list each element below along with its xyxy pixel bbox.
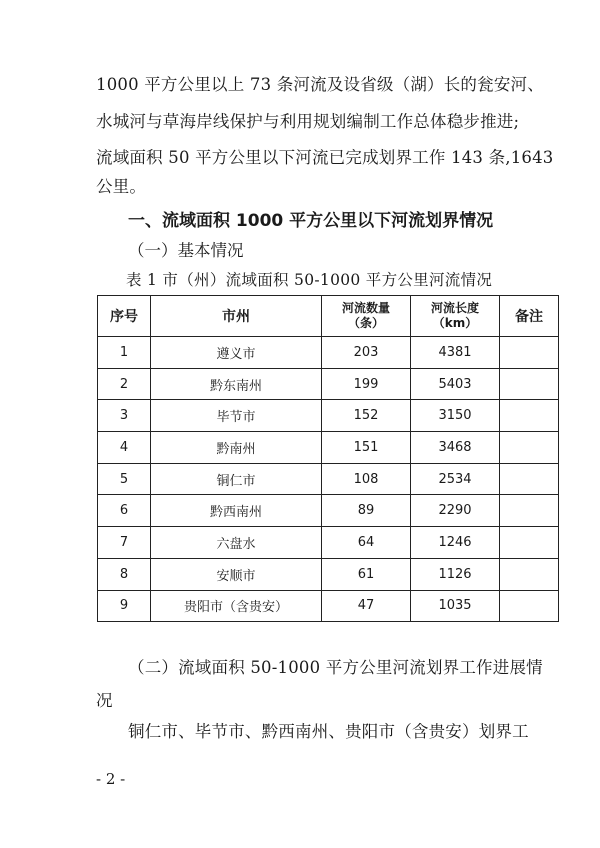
table-row xyxy=(98,463,559,495)
cell-count: 108 xyxy=(322,463,411,495)
cell-note xyxy=(500,432,559,464)
cell-city: 毕节市 xyxy=(151,400,322,432)
cell-length: 2534 xyxy=(411,463,500,495)
cell-note xyxy=(500,463,559,495)
subsection-1-title: （一）基本情况 xyxy=(128,241,244,260)
header-note: 备注 xyxy=(500,296,559,337)
cell-no: 8 xyxy=(98,558,151,590)
cell-city: 黔南州 xyxy=(151,432,322,464)
intro-line-2: 水城河与草海岸线保护与利用规划编制工作总体稳步推进; xyxy=(96,112,520,131)
cell-note xyxy=(500,495,559,527)
table-row xyxy=(98,432,559,464)
cell-note xyxy=(500,400,559,432)
cell-note xyxy=(500,337,559,369)
table-row xyxy=(98,527,559,559)
cell-city: 铜仁市 xyxy=(151,463,322,495)
cell-city: 黔东南州 xyxy=(151,368,322,400)
cell-length: 1126 xyxy=(411,558,500,590)
cell-count: 203 xyxy=(322,337,411,369)
cell-no: 3 xyxy=(98,400,151,432)
table-row xyxy=(98,368,559,400)
intro-line-4: 公里。 xyxy=(96,177,147,196)
cell-note xyxy=(500,590,559,622)
table-caption: 表 1 市（州）流域面积 50-1000 平方公里河流情况 xyxy=(126,271,493,289)
subsection-2-line-1: （二）流域面积 50-1000 平方公里河流划界工作进展情 xyxy=(128,658,543,677)
cell-no: 4 xyxy=(98,432,151,464)
cell-length: 1035 xyxy=(411,590,500,622)
table-row xyxy=(98,558,559,590)
table-row xyxy=(98,337,559,369)
page-number: - 2 - xyxy=(96,770,126,788)
table-row xyxy=(98,495,559,527)
cell-no: 1 xyxy=(98,337,151,369)
header-length: 河流长度 （km） xyxy=(411,296,500,337)
body-last-line: 铜仁市、毕节市、黔西南州、贵阳市（含贵安）划界工 xyxy=(128,722,529,741)
cell-city: 六盘水 xyxy=(151,527,322,559)
cell-length: 2290 xyxy=(411,495,500,527)
header-no: 序号 xyxy=(98,296,151,337)
cell-no: 7 xyxy=(98,527,151,559)
header-city: 市州 xyxy=(151,296,322,337)
cell-note xyxy=(500,527,559,559)
cell-note xyxy=(500,558,559,590)
cell-count: 47 xyxy=(322,590,411,622)
cell-length: 1246 xyxy=(411,527,500,559)
cell-note xyxy=(500,368,559,400)
table-row xyxy=(98,400,559,432)
cell-count: 151 xyxy=(322,432,411,464)
cell-city: 贵阳市（含贵安） xyxy=(151,590,322,622)
cell-count: 61 xyxy=(322,558,411,590)
table-row xyxy=(98,590,559,622)
cell-no: 6 xyxy=(98,495,151,527)
intro-line-1: 1000 平方公里以上 73 条河流及设省级（湖）长的瓮安河、 xyxy=(96,75,544,94)
cell-count: 199 xyxy=(322,368,411,400)
cell-count: 64 xyxy=(322,527,411,559)
cell-length: 5403 xyxy=(411,368,500,400)
section-1-title: 一、流域面积 1000 平方公里以下河流划界情况 xyxy=(128,211,494,231)
cell-count: 89 xyxy=(322,495,411,527)
cell-length: 3468 xyxy=(411,432,500,464)
cell-city: 黔西南州 xyxy=(151,495,322,527)
intro-line-3: 流域面积 50 平方公里以下河流已完成划界工作 143 条,1643 xyxy=(96,148,554,167)
river-table xyxy=(97,295,559,622)
header-count: 河流数量 （条） xyxy=(322,296,411,337)
table-header-row xyxy=(98,296,559,337)
cell-no: 5 xyxy=(98,463,151,495)
cell-length: 3150 xyxy=(411,400,500,432)
cell-city: 遵义市 xyxy=(151,337,322,369)
subsection-2-line-2: 况 xyxy=(96,691,113,710)
cell-no: 9 xyxy=(98,590,151,622)
cell-city: 安顺市 xyxy=(151,558,322,590)
cell-count: 152 xyxy=(322,400,411,432)
cell-length: 4381 xyxy=(411,337,500,369)
cell-no: 2 xyxy=(98,368,151,400)
